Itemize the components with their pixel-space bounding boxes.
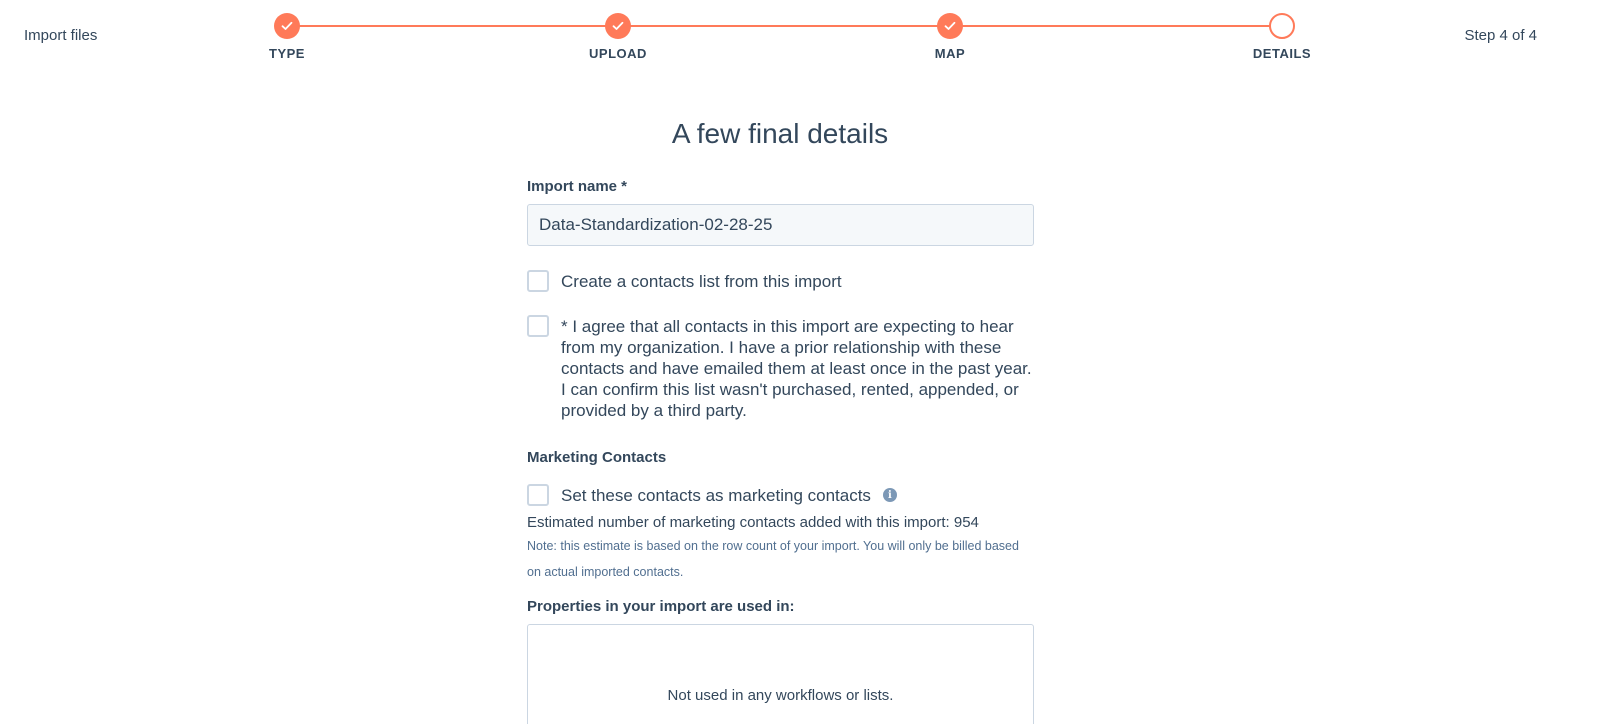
progress-stepper: [269, 13, 1312, 63]
stepper-line: [287, 25, 1282, 27]
consent-checkbox[interactable]: [527, 315, 549, 337]
import-files-title: Import files: [24, 27, 98, 44]
consent-row: [527, 315, 1034, 421]
step-label: TYPE: [269, 46, 305, 61]
marketing-contacts-label[interactable]: Set these contacts as marketing contacts: [561, 485, 871, 505]
marketing-contacts-heading: Marketing Contacts: [527, 449, 667, 466]
consent-label[interactable]: * I agree that all contacts in this import are expecting to hear from my organization. I have a prior relationship with these contacts and have emailed them at least once in the past year. I can confirm this list wasn't purchased, rented, appended, or provided by a third party.: [561, 317, 1032, 420]
create-list-label[interactable]: Create a contacts list from this import: [561, 272, 842, 291]
step-complete-icon: [937, 13, 963, 39]
marketing-row: [527, 484, 1034, 506]
step-details: [1222, 13, 1342, 61]
create-list-checkbox[interactable]: [527, 270, 549, 292]
import-name-input[interactable]: [527, 204, 1034, 246]
properties-usage-box: [527, 624, 1034, 724]
marketing-contacts-checkbox[interactable]: [527, 484, 549, 506]
create-list-row: [527, 270, 1034, 292]
page-title: A few final details: [671, 118, 889, 149]
step-upload: [558, 13, 678, 61]
step-indicator: Step 4 of 4: [1464, 27, 1537, 44]
step-label: MAP: [934, 46, 966, 61]
properties-heading: Properties in your import are used in:: [527, 598, 795, 615]
details-form: [527, 178, 1034, 724]
import-name-label: Import name *: [527, 178, 628, 195]
step-complete-icon: [605, 13, 631, 39]
properties-empty-text: Not used in any workflows or lists.: [667, 687, 894, 704]
step-map: [890, 13, 1010, 61]
step-current-icon: [1269, 13, 1295, 39]
step-type: [227, 13, 347, 61]
step-complete-icon: [274, 13, 300, 39]
step-label: DETAILS: [1252, 46, 1312, 61]
info-icon[interactable]: i: [883, 488, 897, 502]
step-label: UPLOAD: [589, 46, 647, 61]
estimate-note: Note: this estimate is based on the row count of your import. You will only be billed based on actual imported contacts.: [527, 539, 1019, 579]
marketing-estimate: Estimated number of marketing contacts added with this import: 954: [527, 514, 979, 531]
